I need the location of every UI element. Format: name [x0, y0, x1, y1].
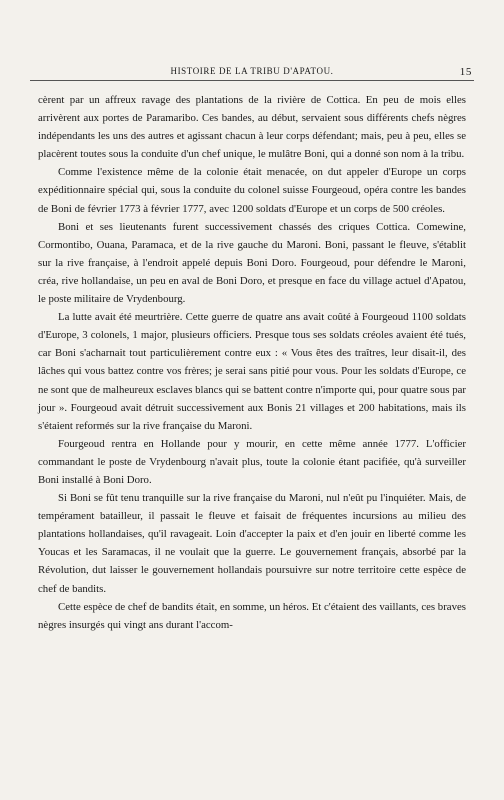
paragraph: cèrent par un affreux ravage des plantations de la rivière de Cottica. En peu de mois elles arrivèrent aux portes de Paramaribo. Ces bandes, au début, servaient sous différents chefs nègres indépendants les uns des autres et agissant chacun à leur corps défendant; mais, peu à peu, elles se placèrent toutes sous la conduite d'un chef unique, le mulâtre Boni, qui a donné son nom à la tribu. [38, 94, 466, 161]
page-number: 15 [459, 66, 472, 78]
running-head [28, 66, 476, 80]
running-title: HISTOIRE DE LA TRIBU D'APATOU. [170, 66, 334, 76]
header-rule [30, 80, 474, 81]
paragraph: Fourgeoud rentra en Hollande pour y mourir, en cette même année 1777. L'officier commandant le poste de Vrydenbourg n'avait plus, toute la colonie étant pacifiée, qu'à surveiller Boni installé à Boni Doro. [38, 437, 466, 486]
paragraph: La lutte avait été meurtrière. Cette guerre de quatre ans avait coûté à Fourgeoud 1100 soldats d'Europe, 3 colonels, 1 major, plusieurs officiers. Presque tous ses soldats créoles avaient été tués, car Boni s'acharnait tout particulièrement contre eux : « Vous êtes des traîtres, leur disait-il, des lâches qui vous battez contre vos frères; je serai sans pitié pour vous. Pour les soldats d'Europe, ce ne sont que de malheureux esclaves blancs qui se battent contre n'importe qui, pour quatre sous par jour ». Fourgeoud avait détruit successivement aux Bonis 21 villages et 200 habitations, mais ils s'étaient reformés sur la rive française du Maroni. [38, 311, 466, 432]
body-text [38, 91, 466, 634]
paragraph: Cette espèce de chef de bandits était, en somme, un héros. Et c'étaient des vaillants, ces braves nègres insurgés qui vingt ans durant l'accom- [38, 600, 466, 631]
paragraph: Boni et ses lieutenants furent successivement chassés des criques Cottica. Comewine, Cormontibo, Ouana, Paramaca, et de la rive gauche du Maroni. Boni, passant le fleuve, s'établit sur la rive française, à l'endroit appelé depuis Boni Doro. Fourgeoud, pour défendre le Maroni, créa, rive hollandaise, un peu en aval de Boni Doro, et presque en face du village actuel d'Apatou, le poste militaire de Vrydenbourg. [38, 220, 466, 306]
paragraph: Si Boni se fût tenu tranquille sur la rive française du Maroni, nul n'eût pu l'inquiéter. Mais, de tempérament batailleur, il passait le fleuve et faisait de fréquentes incursions au milieu des plantations hollandaises, qu'il ravageait. Loin d'accepter la paix et d'en jouir en liberté comme les Youcas et les Saramacas, il ne voulait que la guerre. Le gouvernement français, absorbé par la Révolution, dut laisser le gouvernement hollandais poursuivre sur notre territoire cette espèce de chef de bandits. [38, 492, 466, 595]
paragraph: Comme l'existence même de la colonie était menacée, on dut appeler d'Europe un corps expéditionnaire spécial qui, sous la conduite du colonel suisse Fourgeoud, opéra contre les bandes de Boni de février 1773 à février 1777, avec 1200 soldats d'Europe et un corps de 500 créoles. [38, 166, 466, 215]
